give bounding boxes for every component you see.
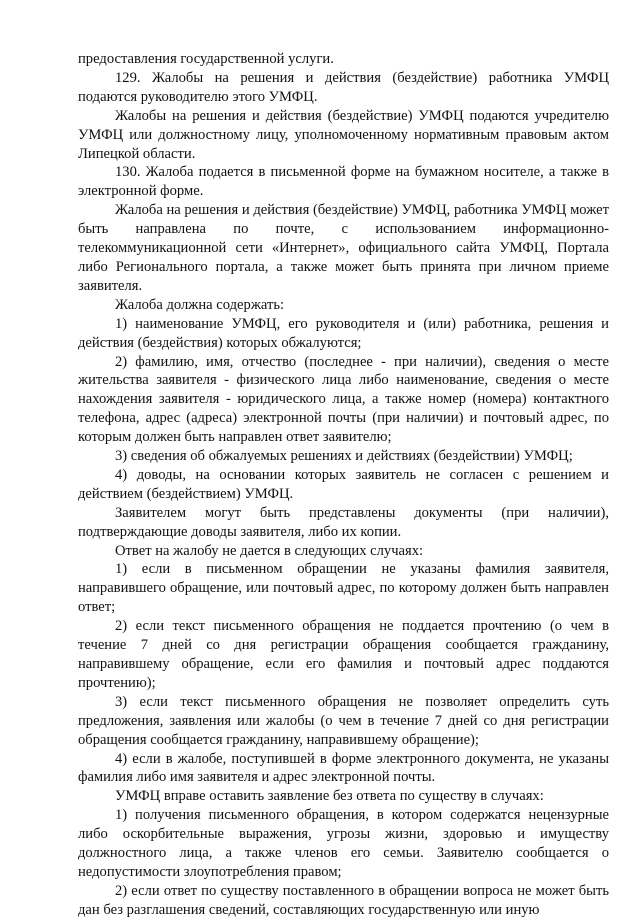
paragraph-129: 129. Жалобы на решения и действия (бездействие) работника УМФЦ подаются руководителю этого УМФЦ. [78, 69, 609, 105]
list-item-no-answer-1: 1) если в письменном обращении не указаны фамилия заявителя, направившего обращение, или почтовый адрес, по которому должен быть направлен ответ; [78, 561, 609, 616]
list-item-no-answer-2: 2) если текст письменного обращения не поддается прочтению (о чем в течение 7 дней со дня регистрации обращения сообщается гражданину, направившему обращение, если его фамилия и почтовый адрес поддаются прочтению); [78, 618, 609, 691]
paragraph-130: 130. Жалоба подается в письменной форме на бумажном носителе, а также в электронной форме. [78, 164, 609, 200]
paragraph-complaint-contents-heading: Жалоба должна содержать: [115, 296, 285, 313]
paragraph-complaint-channels: Жалоба на решения и действия (бездействие) УМФЦ, работника УМФЦ может быть направлена по почте, с использованием информационно-телекоммуникационной сети «Интернет», официального сайта УМФЦ, Портала либо Регионального портала, а также может быть принята при личном приеме заявителя. [78, 202, 609, 294]
paragraph-complaint-founder: Жалобы на решения и действия (бездействие) УМФЦ подаются учредителю УМФЦ или должностному лицу, уполномоченному нормативным правовым актом Липецкой области. [78, 107, 609, 162]
list-item-contents-1: 1) наименование УМФЦ, его руководителя и (или) работника, решения и действия (бездействия) которых обжалуются; [78, 315, 609, 351]
document-page [78, 50, 609, 920]
list-item-no-answer-4: 4) если в жалобе, поступившей в форме электронного документа, не указаны фамилия либо имя заявителя и адрес электронной почты. [78, 750, 609, 786]
list-item-contents-4: 4) доводы, на основании которых заявитель не согласен с решением и действием (бездействием) УМФЦ. [78, 466, 609, 502]
list-item-without-answer-1: 1) получения письменного обращения, в котором содержатся нецензурные либо оскорбительные выражения, угрозы жизни, здоровью и имуществу должностного лица, а также членов его семьи. Заявителю сообщается о недопустимости злоупотребления правом; [78, 807, 609, 880]
paragraph-without-answer-heading: УМФЦ вправе оставить заявление без ответа по существу в случаях: [115, 788, 544, 805]
list-item-without-answer-2: 2) если ответ по существу поставленного в обращении вопроса не может быть дан без разглашения сведений, составляющих государственную или иную [78, 882, 609, 918]
paragraph-continuation: предоставления государственной услуги. [78, 51, 334, 67]
list-item-contents-3: 3) сведения об обжалуемых решениях и действиях (бездействии) УМФЦ; [115, 448, 573, 465]
list-item-contents-2: 2) фамилию, имя, отчество (последнее - при наличии), сведения о месте жительства заявителя - физического лица либо наименование, сведения о месте нахождения заявителя - юридического лица, а также номер (номера) контактного телефона, адрес (адреса) электронной почты (при наличии) и почтовый адрес, по которым должен быть направлен ответ заявителю; [78, 353, 609, 446]
list-item-no-answer-3: 3) если текст письменного обращения не позволяет определить суть предложения, заявления или жалобы (о чем в течение 7 дней со дня регистрации обращения сообщается гражданину, направившему обращение); [78, 693, 609, 748]
paragraph-supporting-documents: Заявителем могут быть представлены документы (при наличии), подтверждающие доводы заявителя, либо их копии. [78, 504, 609, 540]
paragraph-no-answer-heading: Ответ на жалобу не дается в следующих случаях: [115, 542, 424, 559]
